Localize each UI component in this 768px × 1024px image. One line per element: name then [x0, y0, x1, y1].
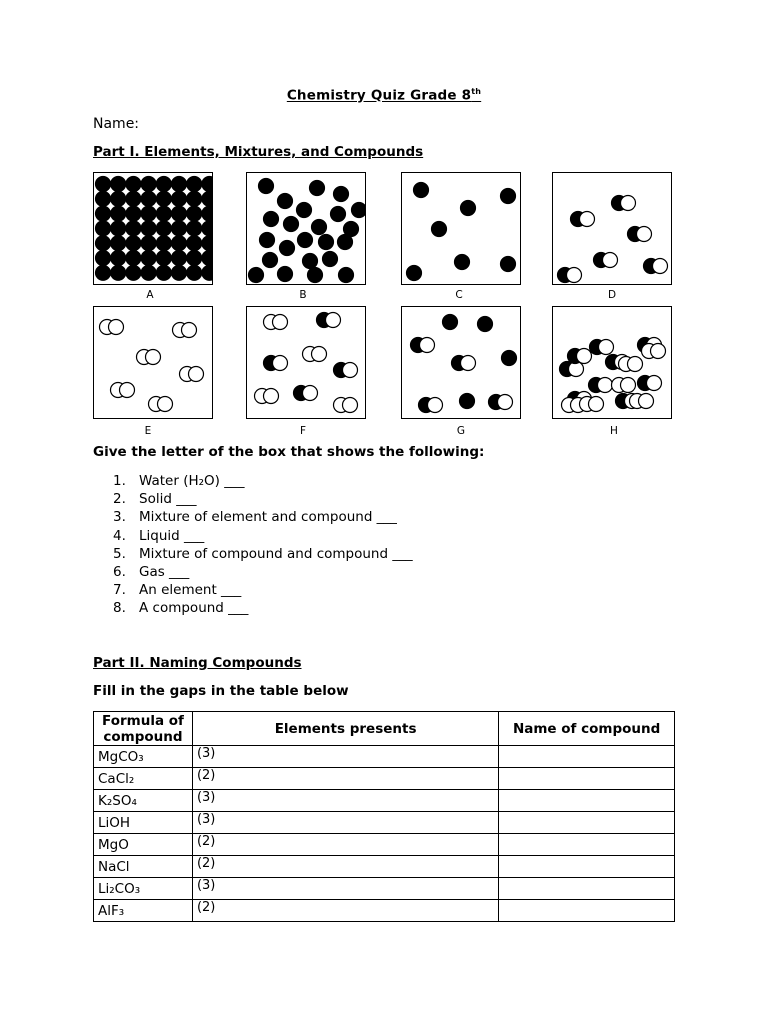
- molecule-particle: [647, 376, 662, 391]
- atom-particle: [141, 206, 156, 221]
- atom-particle: [339, 268, 354, 283]
- box-c: [401, 172, 521, 285]
- atom-particle: [323, 252, 338, 267]
- atom-particle: [96, 206, 111, 221]
- list-item: 7. An element ___: [113, 582, 242, 599]
- molecule-particle: [146, 350, 161, 365]
- atom-particle: [298, 233, 313, 248]
- molecule-particle: [599, 340, 614, 355]
- molecule-particle: [637, 227, 652, 242]
- atom-particle: [187, 191, 202, 206]
- atom-particle: [331, 207, 346, 222]
- elements-cell[interactable]: (3): [192, 746, 498, 768]
- atom-particle: [303, 254, 318, 269]
- elements-cell[interactable]: (2): [192, 856, 498, 878]
- atom-particle: [319, 235, 334, 250]
- atom-particle: [502, 351, 517, 366]
- atom-particle: [126, 191, 141, 206]
- atom-particle: [156, 206, 171, 221]
- atom-particle: [202, 221, 212, 236]
- atom-particle: [172, 236, 187, 251]
- box-label-g: G: [456, 425, 466, 437]
- molecule-particle: [273, 356, 288, 371]
- atom-particle: [278, 194, 293, 209]
- atom-particle: [96, 265, 111, 280]
- list-item: 1. Water (H₂O) ___: [113, 473, 245, 489]
- atom-particle: [96, 177, 111, 192]
- atom-particle: [96, 236, 111, 251]
- box-f: [246, 306, 366, 419]
- list-item: 8. A compound ___: [113, 600, 249, 617]
- atom-particle: [202, 265, 212, 280]
- atom-particle: [141, 236, 156, 251]
- name-cell[interactable]: [499, 746, 675, 768]
- atom-particle: [111, 265, 126, 280]
- atom-particle: [312, 220, 327, 235]
- atom-particle: [501, 257, 516, 272]
- atom-particle: [202, 177, 212, 192]
- molecule-particle: [653, 259, 668, 274]
- atom-particle: [111, 236, 126, 251]
- molecule-particle: [621, 196, 636, 211]
- header-elements: Elements presents: [192, 712, 498, 746]
- elements-cell[interactable]: (3): [192, 790, 498, 812]
- box-label-f: F: [299, 425, 307, 437]
- box-d: [552, 172, 672, 285]
- atom-particle: [187, 251, 202, 266]
- box-label-b: B: [299, 289, 307, 301]
- table-row: [94, 812, 675, 834]
- formula-cell: Li₂CO₃: [94, 878, 193, 900]
- formula-cell: LiOH: [94, 812, 193, 834]
- atom-particle: [141, 191, 156, 206]
- table-row: [94, 768, 675, 790]
- molecule-particle: [567, 268, 582, 283]
- atom-particle: [156, 191, 171, 206]
- atom-particle: [259, 179, 274, 194]
- name-cell[interactable]: [499, 878, 675, 900]
- name-cell[interactable]: [499, 834, 675, 856]
- table-row: [94, 900, 675, 922]
- table-row: [94, 856, 675, 878]
- molecule-particle: [621, 378, 636, 393]
- atom-particle: [111, 177, 126, 192]
- box-label-h: H: [610, 425, 618, 437]
- molecule-particle: [639, 394, 654, 409]
- atom-particle: [284, 217, 299, 232]
- atom-particle: [96, 251, 111, 266]
- atom-particle: [111, 251, 126, 266]
- molecule-particle: [603, 253, 618, 268]
- molecule-particle: [498, 395, 513, 410]
- atom-particle: [187, 236, 202, 251]
- elements-cell[interactable]: (3): [192, 812, 498, 834]
- header-name: Name of compound: [499, 712, 675, 746]
- atom-particle: [202, 206, 212, 221]
- list-item: 2. Solid ___: [113, 491, 197, 508]
- compounds-table: [93, 711, 675, 922]
- name-cell[interactable]: [499, 856, 675, 878]
- atom-particle: [156, 265, 171, 280]
- atom-particle: [308, 268, 323, 283]
- table-row: [94, 878, 675, 900]
- molecule-particle: [461, 356, 476, 371]
- molecule-particle: [109, 320, 124, 335]
- atom-particle: [172, 265, 187, 280]
- atom-particle: [338, 235, 353, 250]
- molecule-particle: [120, 383, 135, 398]
- molecule-particle: [589, 397, 604, 412]
- atom-particle: [407, 266, 422, 281]
- table-row: [94, 746, 675, 768]
- formula-cell: MgCO₃: [94, 746, 193, 768]
- molecule-particle: [182, 323, 197, 338]
- atom-particle: [352, 203, 366, 218]
- atom-particle: [126, 221, 141, 236]
- formula-cell: MgO: [94, 834, 193, 856]
- atom-particle: [297, 203, 312, 218]
- box-label-a: A: [146, 289, 154, 301]
- atom-particle: [141, 221, 156, 236]
- box-label-e: E: [144, 425, 152, 437]
- atom-particle: [172, 221, 187, 236]
- atom-particle: [461, 201, 476, 216]
- molecule-particle: [580, 212, 595, 227]
- atom-particle: [202, 251, 212, 266]
- atom-particle: [443, 315, 458, 330]
- question-list: [113, 472, 413, 618]
- box-a: [93, 172, 213, 285]
- name-label: Name:: [93, 116, 140, 132]
- atom-particle: [111, 191, 126, 206]
- atom-particle: [141, 177, 156, 192]
- formula-cell: K₂SO₄: [94, 790, 193, 812]
- atom-particle: [202, 236, 212, 251]
- box-g: [401, 306, 521, 419]
- atom-particle: [334, 187, 349, 202]
- formula-cell: CaCl₂: [94, 768, 193, 790]
- molecule-particle: [343, 363, 358, 378]
- atom-particle: [187, 265, 202, 280]
- molecule-particle: [420, 338, 435, 353]
- atom-particle: [501, 189, 516, 204]
- atom-particle: [156, 236, 171, 251]
- atom-particle: [280, 241, 295, 256]
- box-label-c: C: [455, 289, 463, 301]
- atom-particle: [126, 177, 141, 192]
- box-b: [246, 172, 366, 285]
- atom-particle: [156, 177, 171, 192]
- molecule-particle: [189, 367, 204, 382]
- atom-particle: [111, 221, 126, 236]
- elements-cell[interactable]: (2): [192, 900, 498, 922]
- molecule-particle: [343, 398, 358, 413]
- elements-cell[interactable]: (2): [192, 768, 498, 790]
- atom-particle: [260, 233, 275, 248]
- atom-particle: [202, 191, 212, 206]
- molecule-particle: [312, 347, 327, 362]
- box-label-d: D: [607, 289, 617, 301]
- atom-particle: [278, 267, 293, 282]
- table-header-row: [94, 712, 675, 746]
- header-formula: Formula of compound: [94, 712, 193, 746]
- elements-cell[interactable]: (3): [192, 878, 498, 900]
- part1-instruction: Give the letter of the box that shows the following:: [93, 444, 485, 460]
- atom-particle: [126, 265, 141, 280]
- part1-heading: Part I. Elements, Mixtures, and Compounds: [93, 144, 424, 160]
- name-cell[interactable]: [499, 768, 675, 790]
- atom-particle: [263, 253, 278, 268]
- atom-particle: [455, 255, 470, 270]
- molecule-particle: [577, 349, 592, 364]
- atom-particle: [96, 191, 111, 206]
- name-cell[interactable]: [499, 790, 675, 812]
- atom-particle: [126, 236, 141, 251]
- atom-particle: [172, 191, 187, 206]
- molecule-particle: [326, 313, 341, 328]
- table-row: [94, 790, 675, 812]
- atom-particle: [187, 221, 202, 236]
- molecule-particle: [158, 397, 173, 412]
- list-item: 3. Mixture of element and compound ___: [113, 509, 397, 526]
- table-row: [94, 834, 675, 856]
- atom-particle: [156, 251, 171, 266]
- atom-particle: [172, 251, 187, 266]
- atom-particle: [310, 181, 325, 196]
- atom-particle: [187, 177, 202, 192]
- molecule-particle: [303, 386, 318, 401]
- molecule-particle: [273, 315, 288, 330]
- atom-particle: [156, 221, 171, 236]
- formula-cell: NaCl: [94, 856, 193, 878]
- atom-particle: [111, 206, 126, 221]
- atom-particle: [96, 221, 111, 236]
- formula-cell: AlF₃: [94, 900, 193, 922]
- molecule-particle: [651, 344, 666, 359]
- box-e: [93, 306, 213, 419]
- atom-particle: [249, 268, 264, 283]
- list-item: 4. Liquid ___: [113, 527, 205, 544]
- atom-particle: [264, 212, 279, 227]
- name-cell[interactable]: [499, 812, 675, 834]
- atom-particle: [126, 251, 141, 266]
- list-item: 6. Gas ___: [113, 563, 190, 580]
- atom-particle: [172, 177, 187, 192]
- atom-particle: [478, 317, 493, 332]
- molecule-particle: [428, 398, 443, 413]
- elements-cell[interactable]: (2): [192, 834, 498, 856]
- atom-particle: [141, 251, 156, 266]
- molecule-particle: [264, 389, 279, 404]
- atom-particle: [172, 206, 187, 221]
- atom-particle: [141, 265, 156, 280]
- molecule-particle: [628, 357, 643, 372]
- atom-particle: [460, 394, 475, 409]
- atom-particle: [126, 206, 141, 221]
- part2-instruction: Fill in the gaps in the table below: [93, 683, 349, 699]
- quiz-title: Chemistry Quiz Grade 8th: [286, 87, 482, 104]
- box-h: [552, 306, 672, 419]
- part2-heading: Part II. Naming Compounds: [93, 655, 302, 671]
- atom-particle: [432, 222, 447, 237]
- atom-particle: [187, 206, 202, 221]
- atom-particle: [414, 183, 429, 198]
- molecule-particle: [598, 378, 613, 393]
- list-item: 5. Mixture of compound and compound ___: [113, 545, 413, 562]
- name-cell[interactable]: [499, 900, 675, 922]
